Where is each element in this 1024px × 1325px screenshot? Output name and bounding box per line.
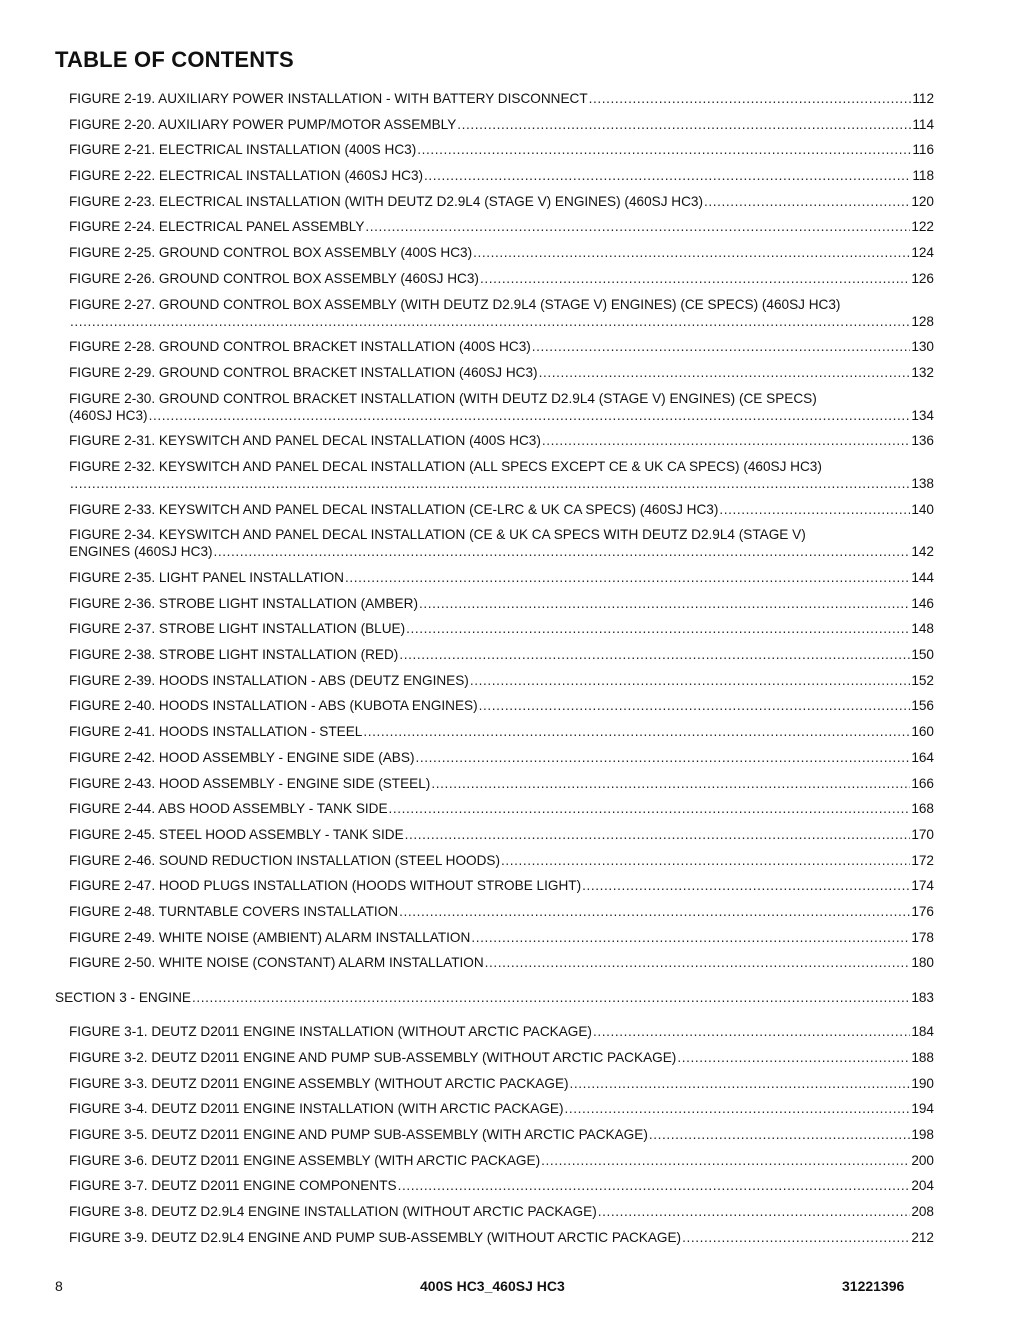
toc-list	[0, 90, 1024, 1246]
toc-figure-entry[interactable]	[0, 1229, 934, 1246]
toc-dot-leader	[365, 218, 910, 235]
toc-page-number: 200	[911, 1152, 934, 1168]
toc-page-number: 140	[911, 501, 934, 517]
toc-entry-title-line: FIGURE 3-3. DEUTZ D2011 ENGINE ASSEMBLY (WITHOUT ARCTIC PACKAGE)	[69, 1075, 569, 1091]
toc-dot-leader	[406, 620, 910, 637]
toc-page-number: 126	[911, 270, 934, 286]
toc-page-number: 116	[912, 142, 934, 158]
toc-dot-leader	[363, 723, 910, 740]
toc-page-number: 166	[911, 775, 934, 791]
toc-page-number: 183	[911, 989, 934, 1005]
toc-dot-leader	[480, 270, 910, 287]
toc-entry-title-line: FIGURE 2-49. WHITE NOISE (AMBIENT) ALARM INSTALLATION	[69, 929, 471, 945]
footer-page-number: 8	[55, 1278, 63, 1294]
toc-figure-entry[interactable]	[0, 193, 934, 210]
toc-figure-entry[interactable]	[0, 296, 934, 330]
toc-dot-leader	[501, 852, 910, 869]
toc-entry-title-line: FIGURE 3-7. DEUTZ D2011 ENGINE COMPONENTS	[69, 1178, 397, 1194]
toc-page-number: 170	[911, 826, 934, 842]
toc-page-number: 134	[911, 407, 934, 423]
toc-page-number: 118	[912, 168, 934, 184]
toc-figure-entry[interactable]	[0, 141, 934, 158]
toc-dot-leader	[471, 929, 910, 946]
toc-entry-title-line: FIGURE 2-40. HOODS INSTALLATION - ABS (KUBOTA ENGINES)	[69, 698, 478, 714]
toc-figure-entry[interactable]	[0, 1023, 934, 1040]
toc-entry-title-line: FIGURE 2-28. GROUND CONTROL BRACKET INSTALLATION (400S HC3)	[69, 339, 531, 355]
toc-entry-title-line: FIGURE 2-45. STEEL HOOD ASSEMBLY - TANK SIDE	[69, 826, 404, 842]
toc-figure-entry[interactable]	[0, 244, 934, 261]
toc-figure-entry[interactable]	[0, 620, 934, 637]
toc-page-number: 194	[911, 1101, 934, 1117]
toc-figure-entry[interactable]	[0, 1075, 934, 1092]
toc-figure-entry[interactable]	[0, 364, 934, 381]
toc-figure-entry[interactable]	[0, 458, 934, 492]
toc-entry-title-line: FIGURE 2-29. GROUND CONTROL BRACKET INSTALLATION (460SJ HC3)	[69, 364, 538, 380]
toc-page-number: 142	[911, 544, 934, 560]
toc-entry-title-line: FIGURE 2-21. ELECTRICAL INSTALLATION (400S HC3)	[69, 142, 417, 158]
toc-dot-leader	[677, 1049, 910, 1066]
toc-page-number: 124	[911, 245, 934, 261]
toc-page-number: 180	[911, 955, 934, 971]
toc-dot-leader	[473, 244, 910, 261]
toc-figure-entry[interactable]	[0, 954, 934, 971]
toc-dot-leader	[542, 432, 910, 449]
toc-dot-leader	[149, 407, 911, 424]
toc-figure-entry[interactable]	[0, 390, 934, 424]
toc-dot-leader	[214, 543, 911, 560]
toc-page-number: 190	[911, 1075, 934, 1091]
toc-figure-entry[interactable]	[0, 775, 934, 792]
toc-figure-entry[interactable]	[0, 800, 934, 817]
toc-dot-leader	[70, 313, 910, 330]
toc-dot-leader	[431, 775, 910, 792]
toc-dot-leader	[682, 1229, 910, 1246]
toc-page-number: 198	[911, 1127, 934, 1143]
toc-entry-title-line: FIGURE 2-34. KEYSWITCH AND PANEL DECAL INSTALLATION (CE & UK CA SPECS WITH DEUTZ D2.9L4 (STAGE V)	[69, 527, 806, 543]
toc-page-number: 212	[911, 1229, 934, 1245]
toc-entry-title-line: FIGURE 3-6. DEUTZ D2011 ENGINE ASSEMBLY (WITH ARCTIC PACKAGE)	[69, 1152, 541, 1168]
toc-page-number: 122	[911, 219, 934, 235]
toc-dot-leader	[541, 1152, 910, 1169]
toc-figure-entry[interactable]	[0, 270, 934, 287]
toc-figure-entry[interactable]	[0, 697, 934, 714]
toc-figure-entry[interactable]	[0, 749, 934, 766]
toc-figure-entry[interactable]	[0, 569, 934, 586]
toc-dot-leader	[192, 989, 910, 1006]
toc-page-number: 148	[911, 621, 934, 637]
toc-figure-entry[interactable]	[0, 1049, 934, 1066]
toc-entry-title-line: FIGURE 2-23. ELECTRICAL INSTALLATION (WITH DEUTZ D2.9L4 (STAGE V) ENGINES) (460SJ HC3)	[69, 193, 703, 209]
toc-figure-entry[interactable]	[0, 526, 934, 560]
toc-page-number: 150	[911, 647, 934, 663]
toc-page-number: 120	[911, 193, 934, 209]
toc-dot-leader	[70, 475, 910, 492]
toc-entry-title-line: FIGURE 2-39. HOODS INSTALLATION - ABS (DEUTZ ENGINES)	[69, 672, 469, 688]
toc-page-number: 208	[911, 1204, 934, 1220]
toc-page-number: 152	[911, 672, 934, 688]
toc-entry-title-line: FIGURE 2-25. GROUND CONTROL BOX ASSEMBLY (400S HC3)	[69, 245, 473, 261]
toc-figure-entry[interactable]	[0, 432, 934, 449]
toc-dot-leader	[532, 338, 911, 355]
toc-figure-entry[interactable]	[0, 218, 934, 235]
toc-page-number: 128	[911, 313, 934, 329]
toc-figure-entry[interactable]	[0, 90, 934, 107]
toc-dot-leader	[719, 501, 910, 518]
toc-dot-leader	[704, 193, 910, 210]
toc-dot-leader	[539, 364, 911, 381]
toc-entry-title-line: FIGURE 2-46. SOUND REDUCTION INSTALLATION (STEEL HOODS)	[69, 852, 501, 868]
toc-figure-entry[interactable]	[0, 1152, 934, 1169]
toc-page-number: 184	[911, 1024, 934, 1040]
toc-dot-leader	[457, 116, 911, 133]
toc-entry-title-line: FIGURE 2-44. ABS HOOD ASSEMBLY - TANK SIDE	[69, 801, 388, 817]
toc-dot-leader	[570, 1075, 911, 1092]
toc-page-number: 204	[911, 1178, 934, 1194]
toc-entry-title-line: FIGURE 2-27. GROUND CONTROL BOX ASSEMBLY (WITH DEUTZ D2.9L4 (STAGE V) ENGINES) (CE SPECS) (460SJ HC3)	[69, 296, 841, 312]
page-title: TABLE OF CONTENTS	[55, 47, 294, 72]
toc-entry-title-line: FIGURE 2-22. ELECTRICAL INSTALLATION (460SJ HC3)	[69, 168, 424, 184]
toc-figure-entry[interactable]	[0, 1203, 934, 1220]
toc-dot-leader	[398, 1177, 911, 1194]
toc-entry-title-line: FIGURE 2-19. AUXILIARY POWER INSTALLATION - WITH BATTERY DISCONNECT	[69, 91, 588, 106]
toc-figure-entry[interactable]	[0, 929, 934, 946]
toc-page-number: 174	[911, 878, 934, 894]
toc-entry-title-line: FIGURE 3-9. DEUTZ D2.9L4 ENGINE AND PUMP SUB-ASSEMBLY (WITHOUT ARCTIC PACKAGE)	[69, 1229, 682, 1245]
toc-page-number: 144	[911, 570, 934, 585]
toc-figure-entry[interactable]	[0, 903, 934, 920]
toc-figure-entry[interactable]	[0, 826, 934, 843]
toc-entry-title-line: FIGURE 2-35. LIGHT PANEL INSTALLATION	[69, 570, 344, 585]
toc-page-number: 138	[911, 475, 934, 491]
toc-page-number: 178	[911, 929, 934, 945]
toc-entry-title-line: FIGURE 2-30. GROUND CONTROL BRACKET INSTALLATION (WITH DEUTZ D2.9L4 (STAGE V) ENGINES) (CE SPECS)	[69, 390, 817, 406]
toc-figure-entry[interactable]	[0, 1126, 934, 1143]
toc-dot-leader	[405, 826, 911, 843]
toc-page-number: 160	[911, 724, 934, 740]
toc-figure-entry[interactable]	[0, 1100, 934, 1117]
toc-entry-title-line: FIGURE 2-20. AUXILIARY POWER PUMP/MOTOR ASSEMBLY	[69, 116, 457, 132]
toc-entry-title-line: FIGURE 2-41. HOODS INSTALLATION - STEEL	[69, 724, 363, 740]
toc-dot-leader	[485, 954, 911, 971]
toc-figure-entry[interactable]	[0, 1177, 934, 1194]
toc-dot-leader	[417, 141, 911, 158]
toc-entry-title-line: FIGURE 2-42. HOOD ASSEMBLY - ENGINE SIDE (ABS)	[69, 749, 415, 765]
toc-page-number: 188	[911, 1050, 934, 1065]
toc-dot-leader	[479, 697, 911, 714]
toc-figure-entry[interactable]	[0, 723, 934, 740]
toc-entry-title-line: ENGINES (460SJ HC3)	[69, 544, 213, 560]
toc-entry-title-line: SECTION 3 - ENGINE	[55, 989, 191, 1005]
toc-dot-leader	[598, 1203, 911, 1220]
toc-page-number: 172	[911, 852, 934, 868]
toc-dot-leader	[399, 903, 910, 920]
toc-entry-title-line: FIGURE 2-32. KEYSWITCH AND PANEL DECAL INSTALLATION (ALL SPECS EXCEPT CE & UK CA SPECS) (460SJ HC3)	[69, 458, 822, 474]
toc-figure-entry[interactable]	[0, 501, 934, 518]
toc-entry-title-line: FIGURE 2-36. STROBE LIGHT INSTALLATION (AMBER)	[69, 595, 418, 611]
toc-entry-title-line: FIGURE 2-38. STROBE LIGHT INSTALLATION (RED)	[69, 647, 399, 663]
toc-entry-title-line: FIGURE 2-26. GROUND CONTROL BOX ASSEMBLY (460SJ HC3)	[69, 270, 479, 286]
toc-entry-title-line: FIGURE 3-5. DEUTZ D2011 ENGINE AND PUMP SUB-ASSEMBLY (WITH ARCTIC PACKAGE)	[69, 1127, 648, 1143]
toc-dot-leader	[470, 672, 910, 689]
toc-entry-title-line: FIGURE 2-47. HOOD PLUGS INSTALLATION (HOODS WITHOUT STROBE LIGHT)	[69, 878, 582, 894]
footer-part-number: 31221396	[842, 1278, 905, 1294]
toc-page-number: 132	[911, 364, 934, 380]
toc-figure-entry[interactable]	[0, 167, 934, 184]
toc-page-number: 114	[912, 116, 934, 132]
toc-page-number: 176	[911, 903, 934, 919]
toc-entry-title-line: FIGURE 3-4. DEUTZ D2011 ENGINE INSTALLATION (WITH ARCTIC PACKAGE)	[69, 1101, 564, 1117]
toc-entry-title-line: FIGURE 2-33. KEYSWITCH AND PANEL DECAL INSTALLATION (CE-LRC & UK CA SPECS) (460SJ HC3)	[69, 501, 719, 517]
toc-entry-title-line: FIGURE 3-8. DEUTZ D2.9L4 ENGINE INSTALLATION (WITHOUT ARCTIC PACKAGE)	[69, 1204, 597, 1220]
toc-dot-leader	[589, 90, 912, 107]
toc-dot-leader	[389, 800, 911, 817]
toc-dot-leader	[582, 877, 910, 894]
toc-figure-entry[interactable]	[0, 116, 934, 133]
toc-dot-leader	[564, 1100, 910, 1117]
toc-entry-title-line: FIGURE 2-37. STROBE LIGHT INSTALLATION (BLUE)	[69, 621, 406, 637]
toc-section-entry[interactable]	[0, 989, 934, 1006]
toc-figure-entry[interactable]	[0, 852, 934, 869]
toc-page-number: 130	[911, 339, 934, 355]
toc-dot-leader	[424, 167, 911, 184]
toc-figure-entry[interactable]	[0, 672, 934, 689]
toc-dot-leader	[399, 646, 910, 663]
toc-dot-leader	[419, 595, 910, 612]
toc-page-number: 146	[911, 595, 934, 611]
toc-page-number: 112	[912, 91, 934, 106]
toc-page-number: 168	[911, 801, 934, 817]
toc-dot-leader	[345, 569, 910, 586]
toc-figure-entry[interactable]	[0, 338, 934, 355]
toc-entry-title-line: FIGURE 3-2. DEUTZ D2011 ENGINE AND PUMP SUB-ASSEMBLY (WITHOUT ARCTIC PACKAGE)	[69, 1050, 677, 1065]
toc-page-number: 136	[911, 433, 934, 449]
toc-figure-entry[interactable]	[0, 646, 934, 663]
toc-page-number: 164	[911, 749, 934, 765]
toc-entry-title-line: FIGURE 2-24. ELECTRICAL PANEL ASSEMBLY	[69, 219, 365, 235]
toc-entry-title-line: FIGURE 2-48. TURNTABLE COVERS INSTALLATION	[69, 903, 399, 919]
toc-entry-title-line: FIGURE 3-1. DEUTZ D2011 ENGINE INSTALLATION (WITHOUT ARCTIC PACKAGE)	[69, 1024, 592, 1040]
toc-dot-leader	[649, 1126, 910, 1143]
toc-figure-entry[interactable]	[0, 877, 934, 894]
toc-entry-title-line: FIGURE 2-43. HOOD ASSEMBLY - ENGINE SIDE (STEEL)	[69, 775, 431, 791]
toc-entry-title-line: (460SJ HC3)	[69, 407, 148, 423]
toc-dot-leader	[415, 749, 910, 766]
toc-page-number: 156	[911, 698, 934, 714]
toc-dot-leader	[593, 1023, 910, 1040]
toc-entry-title-line: FIGURE 2-31. KEYSWITCH AND PANEL DECAL INSTALLATION (400S HC3)	[69, 433, 541, 449]
toc-entry-title-line: FIGURE 2-50. WHITE NOISE (CONSTANT) ALARM INSTALLATION	[69, 955, 484, 971]
footer-document-title: 400S HC3_460SJ HC3	[420, 1278, 565, 1294]
toc-figure-entry[interactable]	[0, 595, 934, 612]
